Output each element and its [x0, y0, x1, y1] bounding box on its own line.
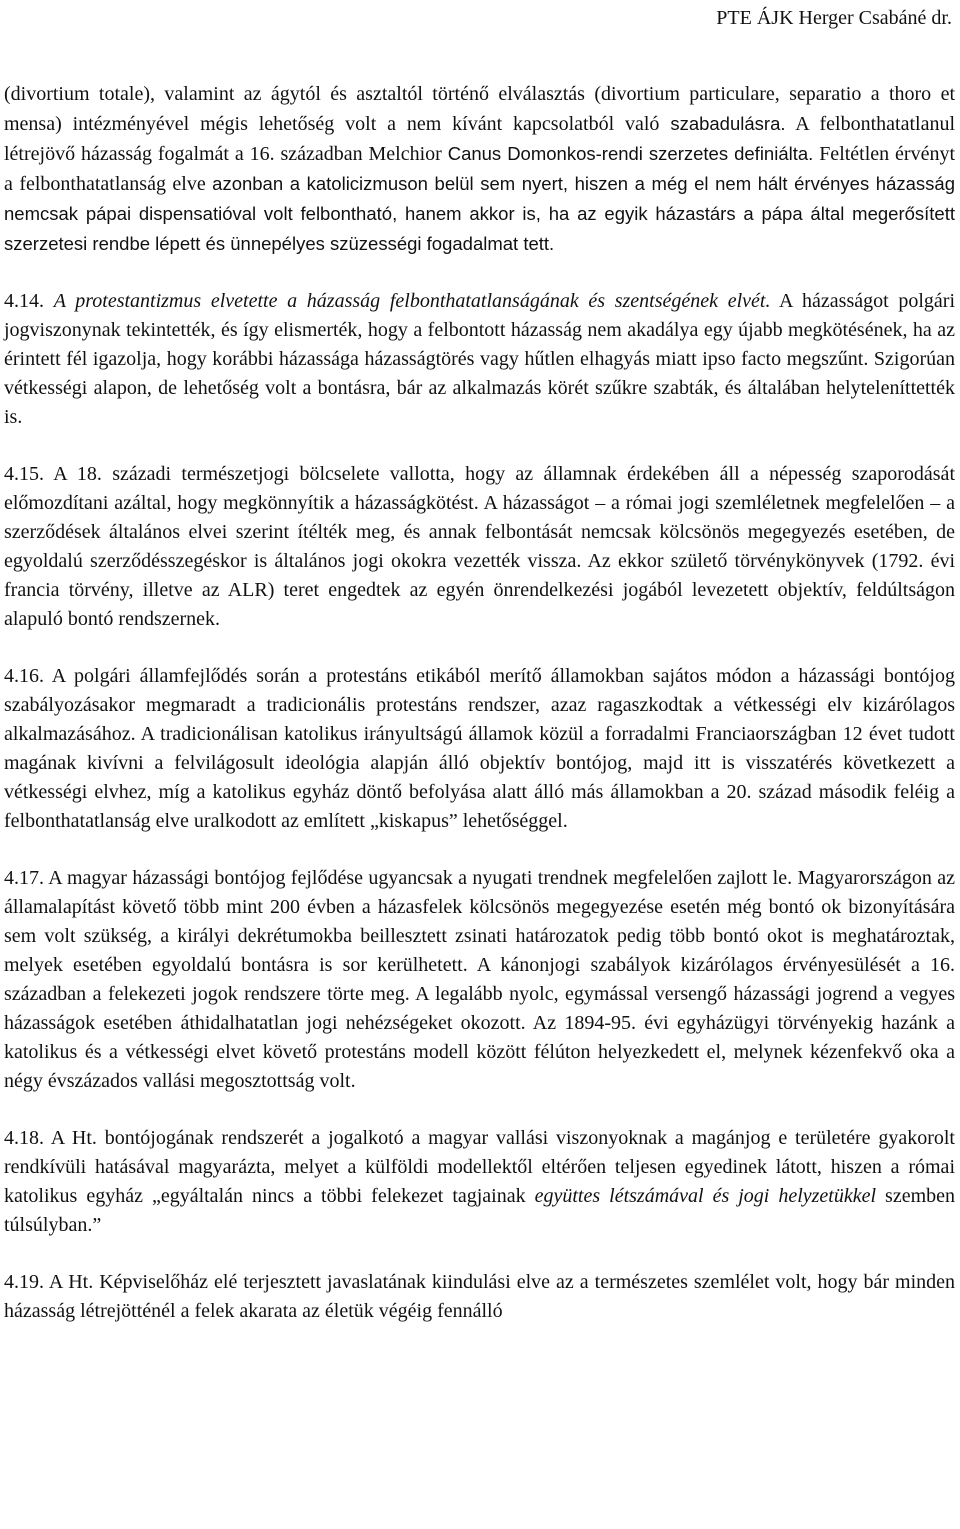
paragraph-divortium: [4, 80, 955, 259]
p1-text-b: szabadulásra.: [670, 113, 786, 134]
paragraph-4-19: 4.19. A Ht. Képviselőház elé terjesztett javaslatának kiindulási elve az a természetes szemlélet volt, hogy bár minden házasság létrejötténél a felek akarata az életük végéig fennálló: [4, 1271, 955, 1322]
paragraph-4-18: [4, 1124, 955, 1240]
p6-text-a: 4.18. A Ht. bontójogának rendszerét a jogalkotó a magyar vallási viszonyoknak a magánjog e területére gyakorolt rendkívüli hatásával magyarázta, melyet a külföldi modellektől eltérően teljesen egyedinek látott, hiszen a római katolikus egyház „egyáltalán nincs a többi felekezet tagjainak: [4, 1127, 955, 1207]
p1-text-a: (divortium totale), valamint az ágytól és asztaltól történő elválasztás (divortium particulare, separatio a thoro et mensa) intézményével mégis lehetőség volt a nem kívánt kapcsolatból való: [4, 83, 955, 135]
p6-text-b: szemben túlsúlyban.”: [4, 1185, 956, 1236]
p2-italic-heading: A protestantizmus elvetette a házasság felbonthatatlanságának és szentségének elvét.: [53, 290, 771, 312]
p1-text-e: Feltétlen érvényt a felbonthatatlanság elve: [4, 143, 956, 195]
p2-number: 4.14.: [4, 290, 44, 312]
p6-italic: együttes létszámával és jogi helyzetükkel: [534, 1185, 877, 1207]
paragraph-4-14: [4, 287, 955, 432]
p2-text: A házasságot polgári jogviszonynak tekintették, és így elismerték, hogy a felbontott házasság nem akadálya egy újabb megkötésének, ha az érintett fél igazolja, hogy korábbi házassága házasságtörés vagy hűtlen elhagyás miatt ipso facto megszűnt. Szigorúan vétkességi alapon, de lehetőség volt a bontásra, bár az alkalmazás körét szűkre szabták, és általában helyteleníttették is.: [4, 290, 956, 428]
p1-text-f: azonban a katolicizmuson belül sem nyert, hiszen a még el nem hált érvényes házasság nemcsak pápai dispensatióval volt felbontható, hanem akkor is, ha az egyik házastárs a pápa által megerősített szerzetesi rendbe lépett és ünnepélyes szüzességi fogadalmat tett.: [4, 173, 955, 254]
paragraph-4-15: 4.15. A 18. századi természetjogi bölcselete vallotta, hogy az államnak érdekében áll a népesség szaporodását előmozdítani azáltal, hogy megkönnyítik a házasságkötést. A házasságot – a római jogi szemléletnek megfelelően – a szerződések általános elvei szerint ítélték meg, és annak felbontását nemcsak kölcsönös megegyezés esetében, de egyoldalú szerződésszegéskor is általános jogi okokra vezették vissza. Az ekkor születő törvénykönyvek (1792. évi francia törvény, illetve az ALR) teret engedtek az egyén önrendelkezési jogából levezetett objektív, feldúltságon alapuló bontó rendszernek.: [4, 463, 955, 630]
page-header: PTE ÁJK Herger Csabáné dr.: [716, 7, 952, 29]
p1-text-c: A felbonthatatlanul létrejövő házasság fogalmát a 16. században Melchior: [4, 113, 955, 165]
paragraph-4-17: 4.17. A magyar házassági bontójog fejlődése ugyancsak a nyugati trendnek megfelelően zajlott le. Magyarországon az államalapítást követő több mint 200 évben a házasfelek kölcsönös megegyezése esetén még bontó ok bizonyítására sem volt szükség, a királyi dekrétumokba beillesztett zsinati határozatok pedig több bontó okot is meghatároztak, melyek esetében egyoldalú bontásra is sor kerülhetett. A kánonjogi szabályok kizárólagos érvényesülését a 16. században a felekezeti jogok rendszere törte meg. A legalább nyolc, egymással versengő házassági jogrend a vegyes házasságok esetében áthidalhatatlan jogi nehézségeket okozott. Az 1894-95. évi egyházügyi törvényekig hazánk a katolikus és a vétkességi elvet követő protestáns modell között félúton helyezkedett el, melynek kézenfekvő oka a négy évszázados vallási megosztottság volt.: [4, 867, 955, 1092]
p1-text-d: Canus Domonkos-rendi szerzetes definiálta.: [447, 143, 814, 164]
document-body: [4, 80, 955, 1326]
paragraph-4-16: 4.16. A polgári államfejlődés során a protestáns etikából merítő államokban sajátos módon a házassági bontójog szabályozásakor megmaradt a tradicionális protestáns rendszer, azaz ragaszkodtak a vétkességi elv kizárólagos alkalmazásához. A tradicionálisan katolikus irányultságú államok közül a forradalmi Franciaországban 12 évet tudott magának kivívni a felvilágosult ideológia alapján álló objektív bontójog, majd itt is visszatérés következett a vétkességi elvhez, míg a katolikus egyház döntő befolyása alatt álló más államokban a 20. század második feléig a felbonthatatlanság elve uralkodott az említett „kiskapus” lehetőséggel.: [4, 665, 955, 832]
